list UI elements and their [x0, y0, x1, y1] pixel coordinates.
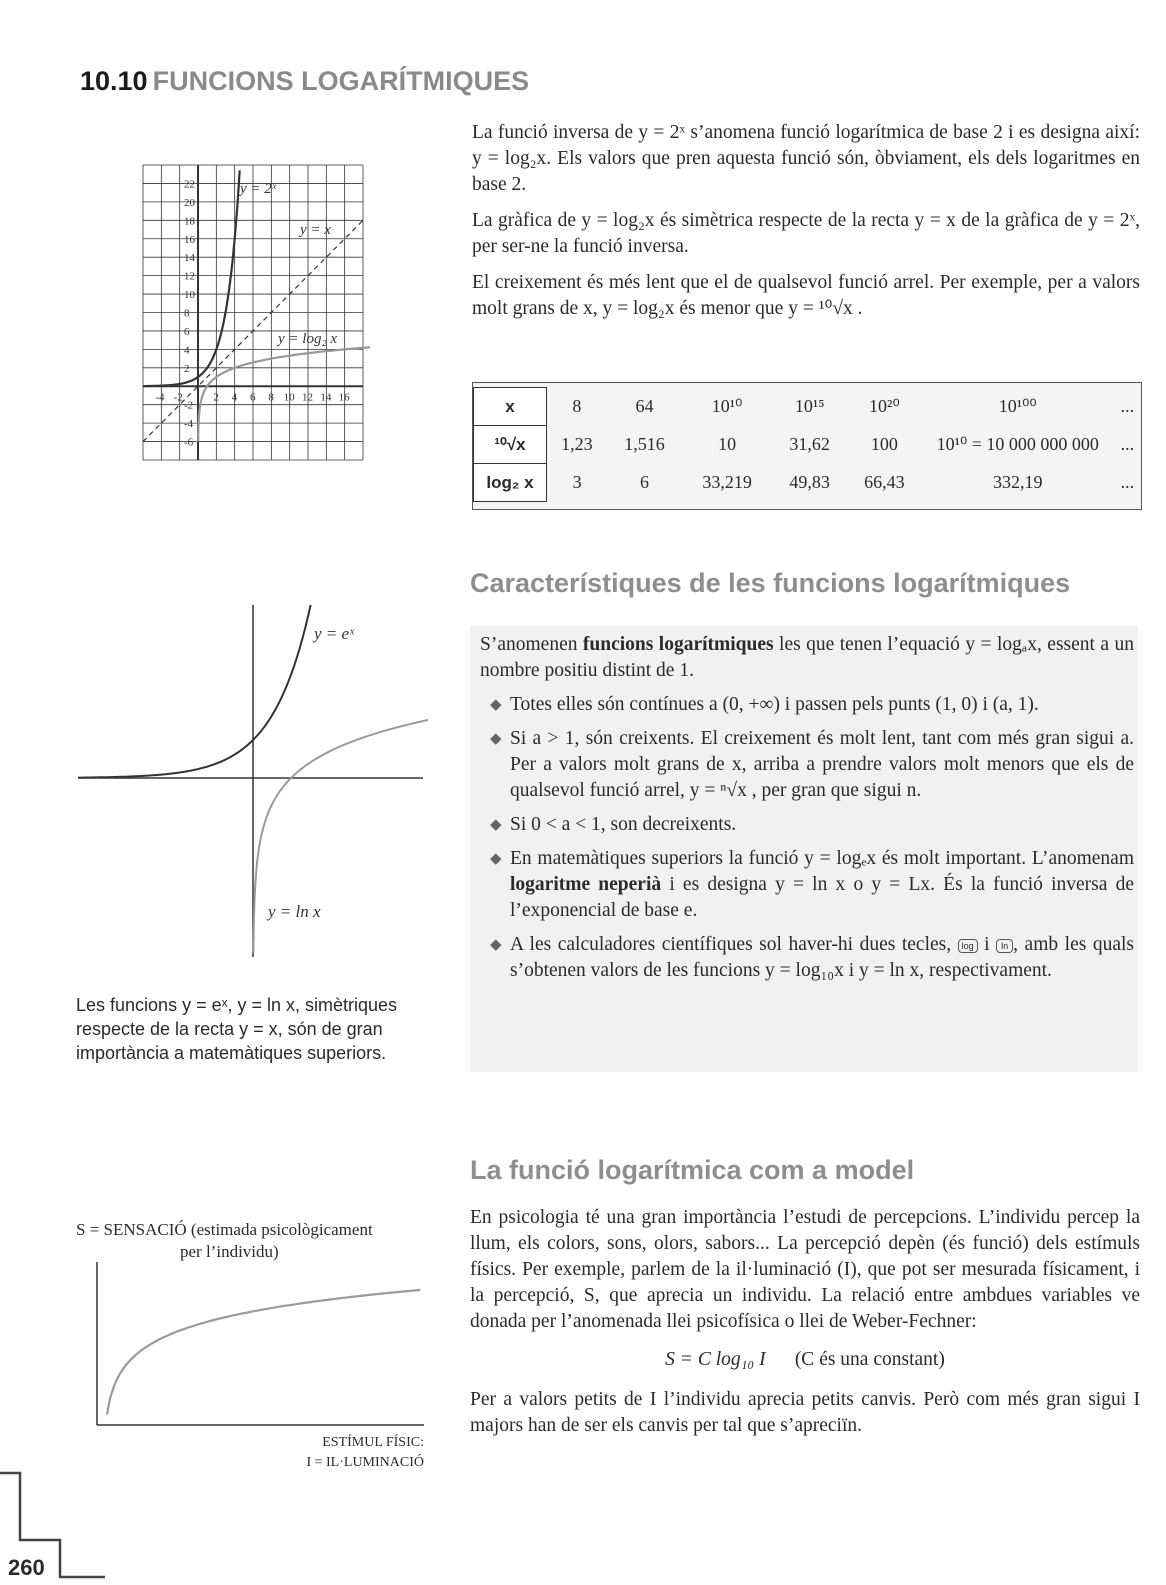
bullet-item: ◆ Si a > 1, són creixents. El creixement és molt lent, tant com més gran sigui a. Per a valors molt grans de x, arriba a prendre valors molt menors que els de qualsevol funció arrel, y = ⁿ√x , per gran que sigui n. — [490, 728, 1134, 801]
y-tick-label: -2 — [184, 399, 194, 412]
label-y-ex: y = eˣ — [314, 624, 354, 643]
intro-paragraph-2: La gràfica de y = log₂x és simètrica respecte de la recta y = x de la gràfica de y = 2ˣ, per ser-ne la funció inversa. — [472, 210, 1140, 257]
y-tick-label: 10 — [184, 289, 195, 302]
bullet-item: ◆ En matemàtiques superiors la funció y = logₑx és molt important. L’anomenam logaritme neperià i es designa y = ln x o y = Lx. És la funció inversa de l’exponencial de base e. — [490, 848, 1134, 921]
section-title: FUNCIONS LOGARÍTMIQUES — [152, 66, 530, 96]
log-key-icon: log — [958, 939, 978, 953]
y-tick-label: 22 — [184, 178, 195, 191]
bullet-item: ◆ A les calculadores científiques sol haver-hi dues tecles, log i ln , amb les quals s’obtenen valors de les funcions y = log₁₀x i y = ln x, respectivament. — [490, 934, 1135, 981]
diamond-bullet-icon: ◆ — [490, 851, 502, 867]
row-header: x — [474, 388, 547, 426]
weber-fechner-formula: S = C log₁₀ I (C és una constant) — [665, 1349, 945, 1370]
graph3-y-label: S = SENSACIÓ (estimada psicològicament per l’individu) — [76, 1220, 373, 1261]
x-tick-label: -4 — [155, 391, 165, 404]
table-cell: 8 — [572, 396, 582, 416]
graph-exp-ln — [78, 605, 428, 965]
y-tick-label: 4 — [184, 344, 190, 357]
diamond-bullet-icon: ◆ — [490, 937, 502, 953]
section-heading-characteristics: Característiques de les funcions logarítmiques — [470, 568, 1071, 598]
graph3-x-label: ESTÍMUL FÍSIC: I = IL·LUMINACIÓ — [306, 1435, 424, 1470]
section-number: 10.10 — [80, 66, 148, 96]
row-header: log₂ x — [474, 464, 547, 502]
y-tick-label: 2 — [184, 362, 190, 375]
label-y-2x: y = 2ˣ — [240, 181, 277, 197]
table-cell: ... — [1120, 434, 1135, 454]
bullet-item: ◆ Totes elles són contínues a (0, +∞) i passen pels punts (1, 0) i (a, 1). — [480, 692, 1134, 718]
label-y-log2x: y = log₂ x — [278, 331, 338, 347]
y-tick-label: 14 — [184, 252, 195, 265]
diamond-bullet-icon: ◆ — [490, 697, 502, 713]
bold-term: funcions logarítmiques — [582, 634, 774, 655]
y-tick-label: 8 — [184, 307, 190, 320]
label-y-lnx: y = ln x — [268, 902, 321, 921]
graph-log2 — [140, 160, 370, 465]
table-cell: 33,219 — [702, 472, 752, 492]
intro-paragraph-3: El creixement és més lent que el de qualsevol funció arrel. Per exemple, per a valors molt grans de x, y = log₂x és menor que y = ¹⁰√x . — [472, 272, 1140, 319]
x-tick-label: 4 — [231, 391, 238, 404]
y-tick-label: 16 — [184, 233, 195, 246]
x-tick-label: 8 — [268, 391, 274, 404]
table-cell: 10¹⁰ = 10 000 000 000 — [936, 434, 1099, 454]
y-tick-label: 12 — [184, 270, 195, 283]
x-tick-label: 16 — [338, 391, 350, 404]
intro-paragraph-1: La funció inversa de y = 2ˣ s’anomena funció logarítmica de base 2 i es designa així: y = log₂x. Els valors que pren aquesta funció són, òbviament, els dels logaritmes en base 2. — [472, 122, 1140, 195]
y-tick-label: 6 — [184, 325, 190, 338]
table-cell: 10²⁰ — [869, 396, 900, 416]
model-text — [470, 1205, 1140, 1449]
values-table — [473, 387, 1141, 502]
model-paragraph-1: En psicologia té una gran importància l’estudi de percepcions. L’individu percep la llum, els colors, sons, olors, sabors... La percepció depèn (és funció) dels estímuls físics. Per exemple, parlem de la il·luminació (I), que pot ser mesurada físicament, i la percepció, S, que aprecia un individu. La relació entre ambdues variables ve donada per l’anomenada llei psicofísica o llei de Weber-Fechner: — [470, 1207, 1140, 1332]
x-tick-label: 6 — [250, 391, 256, 404]
x-tick-label: -2 — [173, 391, 183, 404]
table-row — [474, 464, 1142, 502]
table-cell: 3 — [572, 472, 582, 492]
characteristics-box — [470, 626, 1138, 1072]
diamond-bullet-icon: ◆ — [490, 731, 502, 747]
x-tick-label: 10 — [283, 391, 295, 404]
label-y-x: y = x — [300, 222, 331, 238]
table-cell: 1,516 — [624, 434, 665, 454]
bullet-item: ◆ Si 0 < a < 1, son decreixents. — [480, 812, 1134, 838]
table-cell: 49,83 — [789, 472, 830, 492]
diamond-bullet-icon: ◆ — [490, 817, 502, 833]
table-cell: 10 — [718, 434, 737, 454]
graph-caption: Les funcions y = eˣ, y = ln x, simètriques respecte de la recta y = x, són de gran importància a matemàtiques superiors. — [76, 995, 398, 1063]
model-paragraph-2: Per a valors petits de I l’individu aprecia petits canvis. Però com més gran sigui I majors han de ser els canvis per tal que s’apreciïn. — [470, 1389, 1140, 1436]
x-tick-label: 14 — [320, 391, 332, 404]
y-tick-label: 18 — [184, 215, 195, 228]
table-row — [474, 388, 1142, 426]
table-cell: 66,43 — [864, 472, 905, 492]
intro-text — [472, 120, 1140, 332]
table-row — [474, 426, 1142, 464]
characteristics-intro: S’anomenen funcions logarítmiques les que tenen l’equació y = logₐx, essent a un nombre positiu distint de 1. — [480, 634, 1134, 681]
ln-key-icon: ln — [996, 939, 1013, 953]
page-title — [80, 66, 529, 97]
table-cell: 100 — [870, 434, 898, 454]
table-cell: 6 — [639, 472, 649, 492]
table-cell: 64 — [635, 396, 654, 416]
y-tick-label: -4 — [184, 418, 194, 431]
table-cell: ... — [1120, 396, 1135, 416]
table-cell: ... — [1120, 472, 1135, 492]
page-number: 260 — [8, 1555, 45, 1580]
table-cell: 10¹⁵ — [794, 396, 825, 416]
x-tick-label: 12 — [302, 391, 313, 404]
section-heading-model: La funció logarítmica com a model — [470, 1155, 915, 1185]
table-cell: 1,23 — [561, 434, 593, 454]
table-cell: 31,62 — [789, 434, 830, 454]
x-tick-label: 2 — [213, 391, 219, 404]
y-tick-label: -6 — [184, 436, 194, 449]
row-header: ¹⁰√x — [474, 426, 547, 464]
graph-sensation — [92, 1262, 427, 1430]
table-cell: 10¹⁰⁰ — [998, 396, 1037, 416]
values-table-frame — [472, 382, 1142, 510]
table-cell: 332,19 — [992, 472, 1043, 492]
table-cell: 10¹⁰ — [711, 396, 743, 416]
y-tick-label: 20 — [184, 196, 195, 209]
